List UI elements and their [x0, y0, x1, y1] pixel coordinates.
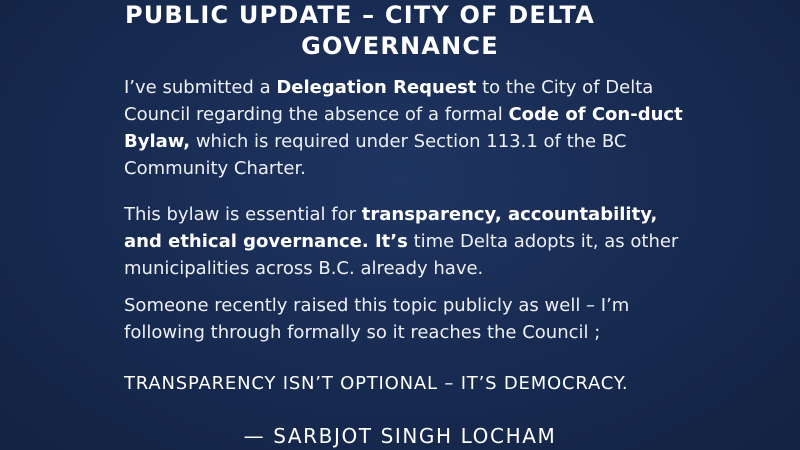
motto: TRANSPARENCY ISN’T OPTIONAL – IT’S DEMOCRACY. — [124, 373, 629, 394]
p1-bold-code-of-conduct: Code of Con-duct Bylaw, — [124, 104, 683, 152]
page-title — [0, 0, 800, 62]
p2-text-2: time Delta adopts it, as other municipalities across B.C. already have. — [124, 231, 679, 279]
signature — [0, 424, 800, 448]
delegation-request-paragraph — [124, 74, 684, 182]
signature-text: — SARBJOT SINGH LOCHAM — [243, 424, 557, 448]
p1-text-1: I’ve submitted a — [124, 77, 277, 98]
title-line-2: GOVERNANCE — [301, 32, 499, 60]
bylaw-importance-paragraph — [124, 201, 684, 282]
p2-bold-values: transparency, accountability, and ethical governance. It’s — [124, 204, 658, 252]
title-line-1: PUBLIC UPDATE – CITY OF DELTA — [124, 1, 596, 29]
follow-through-paragraph: Someone recently raised this topic publicly as well – I’m following through formally so it reaches the Council ; — [124, 295, 630, 343]
p1-text-3: which is required under Section 113.1 of the BC Community Charter. — [124, 131, 627, 179]
p1-bold-delegation-request: Delegation Request — [276, 77, 477, 98]
p1-text-2: to the City of Delta Council regarding the absence of a formal — [124, 77, 654, 125]
p2-text-1: This bylaw is essential for — [124, 204, 362, 225]
